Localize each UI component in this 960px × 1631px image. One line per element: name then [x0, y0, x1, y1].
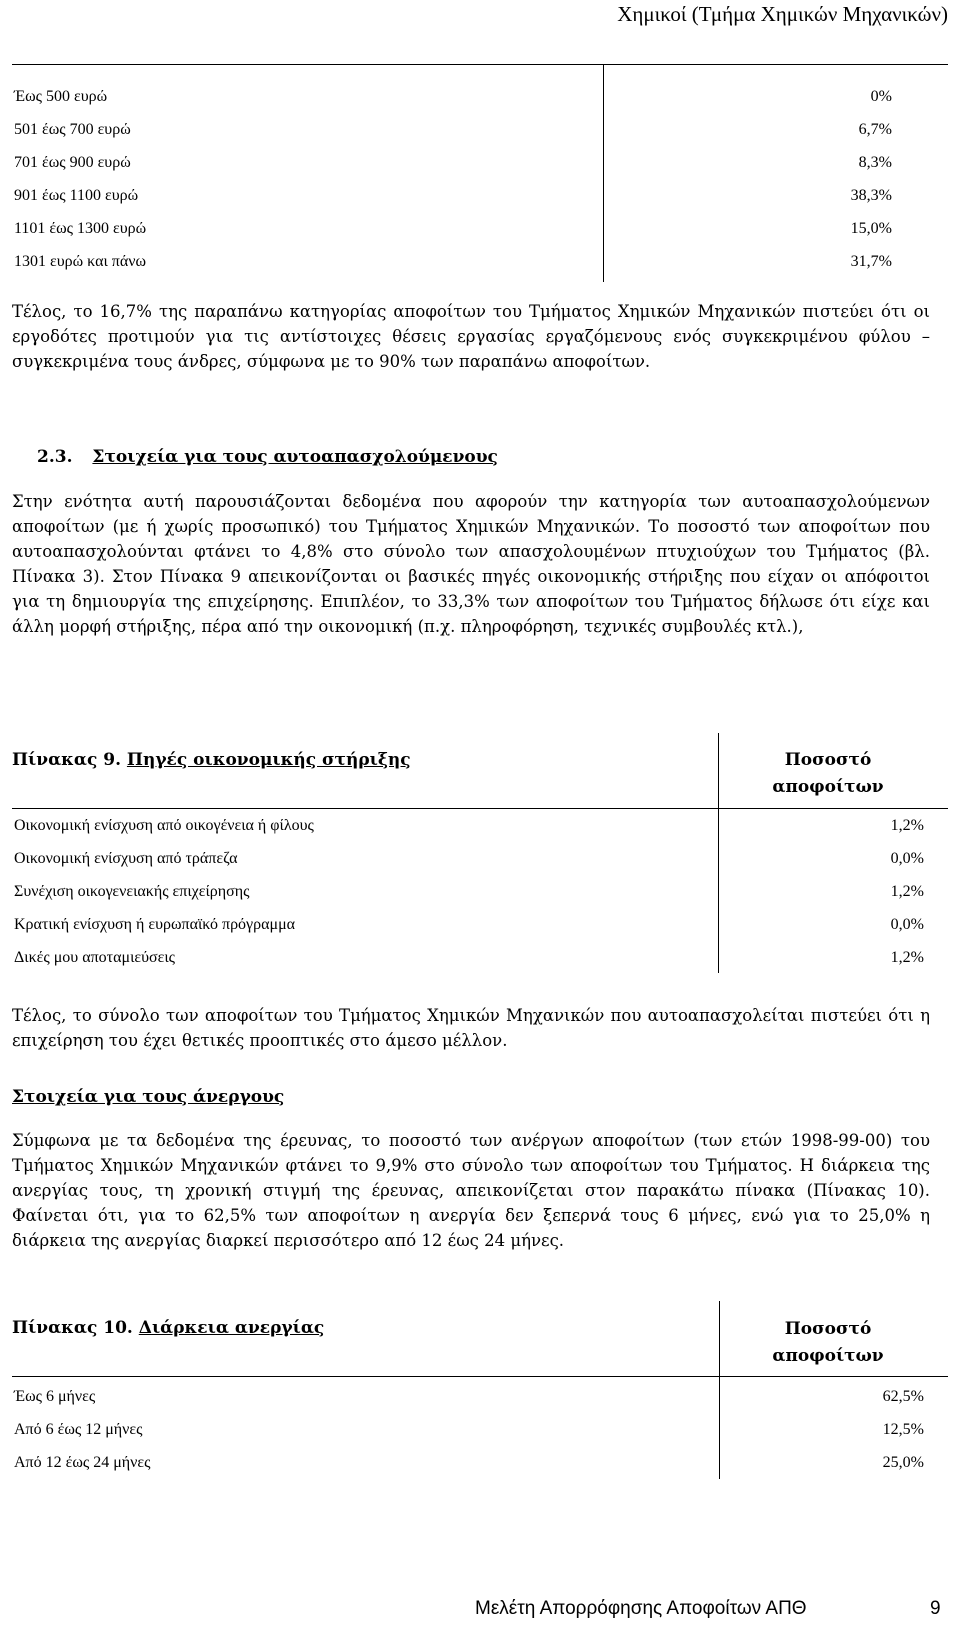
- row-value: 0,0%: [890, 850, 924, 867]
- row-value: 31,7%: [850, 253, 892, 270]
- page-footer: Μελέτη Απορρόφησης Αποφοίτων ΑΠΘ: [475, 1598, 807, 1619]
- table-row: [0, 117, 960, 145]
- table-caption-label: Πίνακας 10.: [12, 1318, 133, 1338]
- table-row: [0, 945, 960, 973]
- row-value: 25,0%: [882, 1454, 924, 1471]
- table-caption: [12, 1318, 324, 1338]
- section-heading: [37, 447, 498, 467]
- row-value: 8,3%: [858, 154, 892, 171]
- row-label: Δικές μου αποταμιεύσεις: [14, 949, 175, 966]
- column-header: Ποσοστό αποφοίτων: [772, 1319, 884, 1366]
- row-label: Από 12 έως 24 μήνες: [14, 1454, 151, 1471]
- table-row: [0, 813, 960, 841]
- row-label: Οικονομική ενίσχυση από οικογένεια ή φίλους: [14, 817, 314, 834]
- row-label: 701 έως 900 ευρώ: [14, 154, 131, 171]
- row-value: 1,2%: [890, 883, 924, 900]
- table-top-rule: [12, 64, 948, 65]
- row-value: 6,7%: [858, 121, 892, 138]
- row-value: 62,5%: [882, 1388, 924, 1405]
- row-value: 1,2%: [890, 949, 924, 966]
- row-label: Έως 6 μήνες: [14, 1388, 96, 1405]
- row-value: 0,0%: [890, 916, 924, 933]
- paragraph: Στην ενότητα αυτή παρουσιάζονται δεδομένα που αφορούν την κατηγορία των αυτοαπασχολούμενων αποφοίτων (με ή χωρίς προσωπικό) του Τμήματος Χημικών Μηχανικών. Το ποσοστό των αποφοίτων που αυτοαπασχολούνται φτάνει το 4,8% στο σύνολο των απασχολουμένων πτυχιούχων του Τμήματος (βλ. Πίνακα 3). Στον Πίνακα 9 απεικονίζονται οι βασικές πηγές οικονομικής στήριξης που είχαν οι απόφοιτοι για τη δημιουργία της επιχείρησης. Επιπλέον, το 33,3% των αποφοίτων του Τμήματος δήλωσε ότι είχε και άλλη μορφή στήριξης, πέρα από την οικονομική (π.χ. πληροφόρηση, τεχνικές συμβουλές κτλ.),: [12, 492, 930, 636]
- table-row: [0, 183, 960, 211]
- table-row: [0, 249, 960, 277]
- paragraph: Τέλος, το 16,7% της παραπάνω κατηγορίας αποφοίτων του Τμήματος Χημικών Μηχανικών πιστεύει ότι οι εργοδότες προτιμούν για τις αντίστοιχες θέσεις εργασίας εργαζόμενους ενός συγκεκριμένου φύλου – συγκεκριμένα τους άνδρες, σύμφωνα με το 90% των παραπάνω αποφοίτων.: [12, 302, 930, 371]
- table-header-rule: [12, 1376, 948, 1377]
- table-header-rule: [12, 808, 948, 809]
- row-value: 38,3%: [850, 187, 892, 204]
- row-value: 12,5%: [882, 1421, 924, 1438]
- row-label: Κρατική ενίσχυση ή ευρωπαϊκό πρόγραμμα: [14, 916, 296, 933]
- row-label: 1301 ευρώ και πάνω: [14, 253, 146, 270]
- table-row: [0, 1384, 960, 1412]
- page-header: Χημικοί (Τμήμα Χημικών Μηχανικών): [617, 2, 948, 26]
- table-row: [0, 912, 960, 940]
- row-value: 1,2%: [890, 817, 924, 834]
- row-label: Από 6 έως 12 μήνες: [14, 1421, 143, 1438]
- row-label: 501 έως 700 ευρώ: [14, 121, 131, 138]
- table-row: [0, 150, 960, 178]
- table-row: [0, 216, 960, 244]
- row-value: 0%: [870, 88, 892, 105]
- table-caption-label: Πίνακας 9.: [12, 750, 121, 770]
- table-row: [0, 84, 960, 112]
- row-value: 15,0%: [850, 220, 892, 237]
- row-label: 901 έως 1100 ευρώ: [14, 187, 139, 204]
- row-label: Συνέχιση οικογενειακής επιχείρησης: [14, 883, 250, 900]
- paragraph: Σύμφωνα με τα δεδομένα της έρευνας, το ποσοστό των ανέργων αποφοίτων (των ετών 1998-99-00) του Τμήματος Χημικών Μηχανικών φτάνει το 9,9% στο σύνολο των αποφοίτων του Τμήματος. Η διάρκεια της ανεργίας τους, τη χρονική στιγμή της έρευνας, απεικονίζεται στον παρακάτω πίνακα (Πίνακας 10). Φαίνεται ότι, για το 62,5% των αποφοίτων η ανεργία δεν ξεπερνά τους 6 μήνες, ενώ για το 25,0% η διάρκεια της ανεργίας διαρκεί περισσότερο από 12 έως 24 μήνες.: [12, 1131, 930, 1250]
- table-caption: [12, 750, 411, 770]
- table-row: [0, 1417, 960, 1445]
- paragraph: Τέλος, το σύνολο των αποφοίτων του Τμήματος Χημικών Μηχανικών που αυτοαπασχολείται πιστεύει ότι η επιχείρηση του έχει θετικές προοπτικές στο άμεσο μέλλον.: [12, 1006, 930, 1050]
- row-label: 1101 έως 1300 ευρώ: [14, 220, 147, 237]
- section-title: Στοιχεία για τους αυτοαπασχολούμενους: [92, 447, 498, 467]
- table-row: [0, 846, 960, 874]
- page-number: 9: [930, 1598, 941, 1619]
- row-label: Έως 500 ευρώ: [14, 88, 108, 105]
- column-header: Ποσοστό αποφοίτων: [772, 750, 884, 797]
- table-row: [0, 879, 960, 907]
- section-number: 2.3.: [37, 447, 73, 467]
- section-heading: Στοιχεία για τους άνεργους: [12, 1087, 285, 1107]
- table-caption-title: Πηγές οικονομικής στήριξης: [126, 750, 411, 770]
- table-caption-title: Διάρκεια ανεργίας: [138, 1318, 325, 1338]
- row-label: Οικονομική ενίσχυση από τράπεζα: [14, 850, 238, 867]
- table-row: [0, 1450, 960, 1478]
